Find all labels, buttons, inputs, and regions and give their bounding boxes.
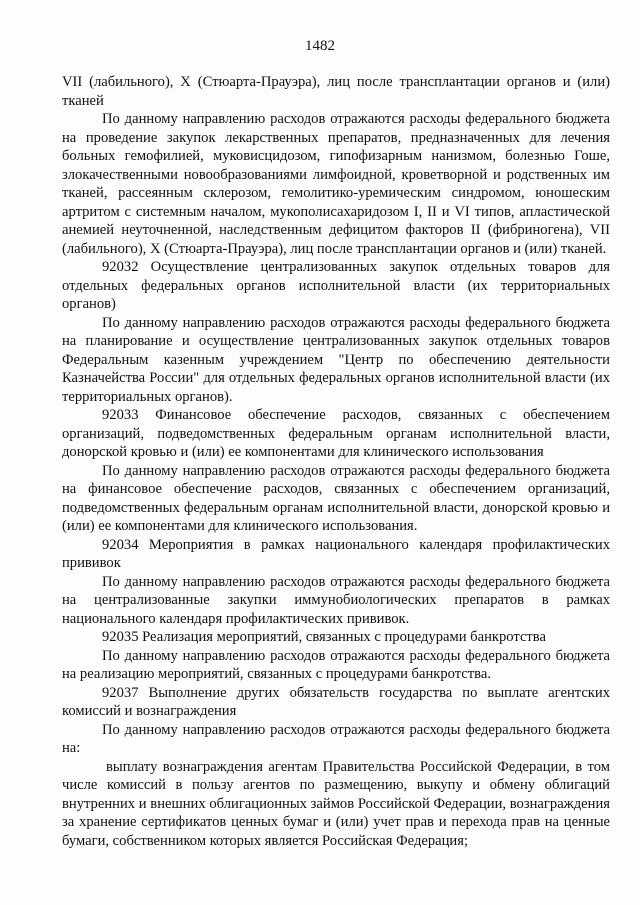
- paragraph-body: По данному направлению расходов отражаются расходы федерального бюджета на централизованные закупки иммунобиологических препаратов в рамках национального календаря профилактических прививок.: [62, 573, 610, 627]
- section-heading-92033: 92033 Финансовое обеспечение расходов, связанных с обеспечением организаций, подведомственных федеральным органам исполнительной власти, донорской кровью и (или) ее компонентами для клинического использования: [62, 407, 610, 460]
- page-number: 1482: [305, 38, 335, 54]
- list-item: выплату вознаграждения агентам Правительства Российской Федерации, в том числе комиссий в пользу агентов по размещению, выкупу и обмену облигаций внутренних и внешних облигационных займов Российской Федерации, вознаграждения за хранение сертификатов ценных бумаг и (или) учет прав и перехода прав на ценные бумаги, собственником которых является Российская Федерация;: [62, 758, 610, 849]
- paragraph-body: По данному направлению расходов отражаются расходы федерального бюджета на планирование и осуществление централизованных закупок отдельных товаров Федеральным казенным учреждением "Центр по обеспечению деятельности Казначейства России" для отдельных федеральных органов исполнительной власти (их территориальных органов).: [62, 314, 610, 405]
- paragraph-body: По данному направлению расходов отражаются расходы федерального бюджета на проведение закупок лекарственных препаратов, предназначенных для лечения больных гемофилией, муковисцидозом, гипофизарным нанизмом, болезнью Гоше, злокачественными новообразованиями лимфоидной, кроветворной и родственных им тканей, рассеянным склерозом, гемолитико-уремическим синдромом, юношеским артритом с системным началом, мукополисахаридозом I, II и VI типов, апластической анемией неуточненной, наследственным дефицитом факторов II (фибриногена), VII (лабильного), X (Стюарта-Прауэра), лиц после трансплантации органов и (или) тканей.: [62, 111, 610, 257]
- section-heading-92034: 92034 Мероприятия в рамках национального календаря профилактических прививок: [62, 536, 610, 571]
- section-heading-92032: 92032 Осуществление централизованных закупок отдельных товаров для отдельных федеральных органов исполнительной власти (их территориальных органов): [62, 259, 610, 312]
- paragraph-body: По данному направлению расходов отражаются расходы федерального бюджета на:: [62, 721, 610, 756]
- document-body: [62, 73, 610, 850]
- paragraph-continuation: VII (лабильного), X (Стюарта-Прауэра), лиц после трансплантации органов и (или) тканей: [62, 74, 610, 109]
- paragraph-body: По данному направлению расходов отражаются расходы федерального бюджета на финансовое обеспечение расходов, связанных с обеспечением организаций, подведомственных федеральным органам исполнительной власти, донорской кровью и (или) ее компонентами для клинического использования.: [62, 462, 610, 534]
- section-heading-92037: 92037 Выполнение других обязательств государства по выплате агентских комиссий и вознаграждения: [62, 684, 610, 719]
- section-heading-92035: 92035 Реализация мероприятий, связанных с процедурами банкротства: [102, 629, 546, 645]
- paragraph-body: По данному направлению расходов отражаются расходы федерального бюджета на реализацию мероприятий, связанных с процедурами банкротства.: [62, 647, 610, 682]
